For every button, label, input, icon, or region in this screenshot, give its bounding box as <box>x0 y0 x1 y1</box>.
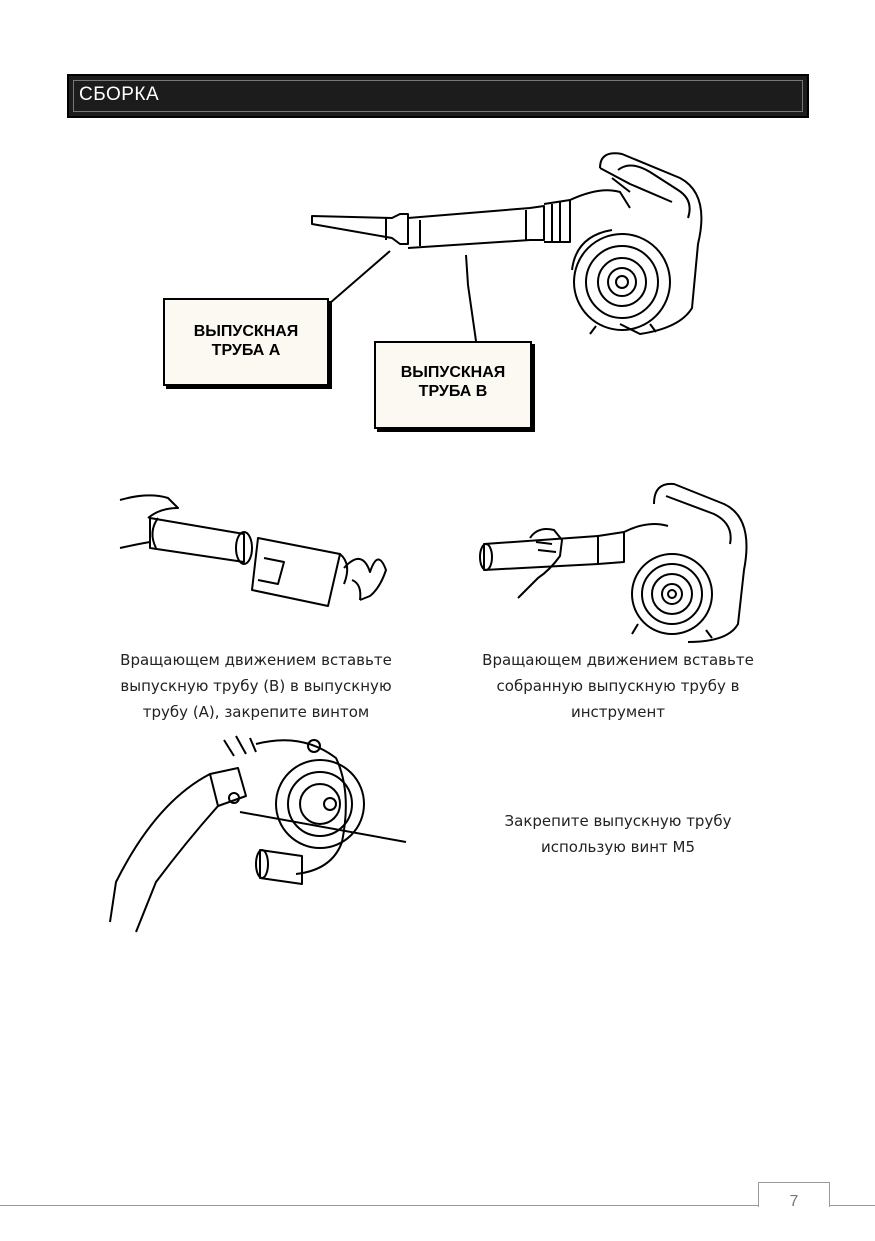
footer-rule-left <box>0 1205 759 1206</box>
label-tube-b <box>374 341 532 429</box>
page-number: 7 <box>789 1193 799 1210</box>
step1-caption: Вращающем движением вставьте выпускную трубу (В) в выпускную трубу (А), закрепите винтом <box>120 651 392 721</box>
step1-illustration <box>108 488 398 628</box>
page-number-tab <box>758 1182 830 1210</box>
label-tube-b-line1: ВЫПУСКНАЯ <box>400 364 506 381</box>
label-tube-a-line2: ТРУБА А <box>211 342 281 359</box>
label-tube-a-line1: ВЫПУСКНАЯ <box>193 323 299 340</box>
header-inner-frame <box>73 80 803 112</box>
leader-lines <box>320 245 490 345</box>
section-header-bar <box>67 74 809 118</box>
step3-caption: Закрепите выпускную трубу использую винт М5 <box>504 812 732 856</box>
section-title: СБОРКА <box>79 84 160 105</box>
label-tube-a <box>163 298 329 386</box>
footer-rule-right <box>828 1205 875 1206</box>
step2-caption: Вращающем движением вставьте собранную выпускную трубу в инструмент <box>482 651 754 721</box>
step2-illustration <box>478 474 768 644</box>
step3-illustration <box>106 732 410 938</box>
label-tube-b-line2: ТРУБА В <box>418 383 488 400</box>
